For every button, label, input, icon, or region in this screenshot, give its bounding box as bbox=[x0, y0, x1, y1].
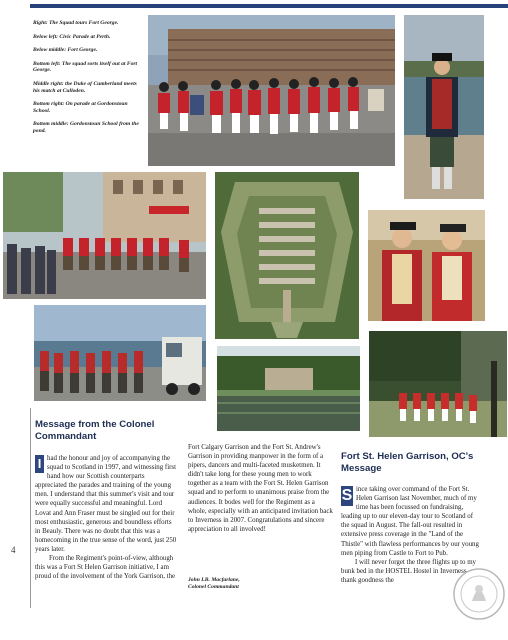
signature-name: John I.B. Macfarlane, bbox=[188, 577, 240, 583]
article-paragraph: Fort Calgary Garrison and the Fort St. Andrew's Garrison in providing manpower in the form of a pipers, dancers and multi-faceted musketmen. It didn't take long for these young men to work together as a team with the Fort St. Helen Garrison squad and to perform to unanimous praise from the audiences. It bodes well for the Regiment as a whole, especially with an anticipated invitation back to Inverness in 2007. Congratulations and sincere appreciation to all involved! bbox=[188, 444, 333, 533]
perth-parade-photo bbox=[3, 172, 206, 299]
top-accent-bar bbox=[30, 4, 508, 8]
caption: Bottom right: On parade at Gordonstoun School. bbox=[33, 101, 128, 114]
article-paragraph bbox=[35, 454, 178, 554]
paragraph-text: ince taking over command of the Fort St. Helen Garrison last November, much of my time has been focussed on fundraising, leading up to our eleven-day tour to Scotland of the squad in August. The fall-out resulted in extensive press coverage in the "Land of the Thistle" with flawless performances by our young men piping from Castle to Fort to Pub. bbox=[341, 486, 479, 557]
article-paragraph: From the Regiment's point-of-view, although this was a Fort St Helen Garrison initiative, I am proud of the involvement of the York Garrison, the bbox=[35, 555, 176, 581]
margin-rule bbox=[30, 408, 31, 608]
caption: Middle right: the Duke of Cumberland meets his match at Culloden. bbox=[33, 80, 137, 94]
signature bbox=[188, 577, 240, 591]
cape-breton-figure-photo bbox=[404, 15, 484, 199]
caption: Bottom left: The squad sorts itself out at Fort George. bbox=[33, 60, 138, 74]
article-paragraph: I will never forget the three flights up to my bunk bed in the HOSTEL Hostel in Inverness–thank goodness the bbox=[341, 558, 477, 584]
fort-george-aerial-photo bbox=[215, 172, 359, 339]
gordonstoun-pond-photo bbox=[217, 346, 360, 431]
article-column-middle bbox=[188, 443, 333, 534]
caption: Right: The Squad tours Fort George. bbox=[33, 20, 119, 26]
dropcap: I bbox=[35, 455, 44, 473]
signature-title: Colonel Commandant bbox=[188, 583, 239, 590]
caption: Below left: Civic Parade at Perth. bbox=[33, 33, 111, 40]
article-column-left bbox=[35, 454, 178, 581]
fort-george-tour-photo bbox=[148, 15, 395, 166]
paragraph-text: had the honour and joy of accompanying the squad to Scotland in 1997, and witnessing first hand how our Scottish counterparts appreciated the parades and training of the young men. I understand that this summer's visit and tour were equally successful and meaningful. Lord Lovat and Ann Fraser must be singled out for their most enthusiastic, generous and boundless efforts in Beauly. There was no doubt that this was a homecoming in the true sense of the word, just 250 years later. bbox=[35, 455, 177, 553]
seal-watermark bbox=[452, 567, 506, 621]
dropcap: S bbox=[341, 487, 353, 504]
caption: Bottom middle: Gordonstoun School from the pond. bbox=[33, 121, 139, 134]
article-title: Message from the Colonel Commandant bbox=[35, 419, 155, 442]
squad-sorts-out-photo bbox=[34, 305, 206, 401]
caption: Below middle: Fort George. bbox=[33, 47, 98, 54]
photo-captions bbox=[33, 20, 143, 142]
page-number: 4 bbox=[11, 545, 16, 555]
article-title: Fort St. Helen Garrison, OC's Message bbox=[341, 451, 474, 474]
culloden-duke-photo bbox=[368, 210, 485, 321]
gordonstoun-parade-photo bbox=[369, 331, 507, 437]
article-paragraph bbox=[341, 485, 481, 558]
